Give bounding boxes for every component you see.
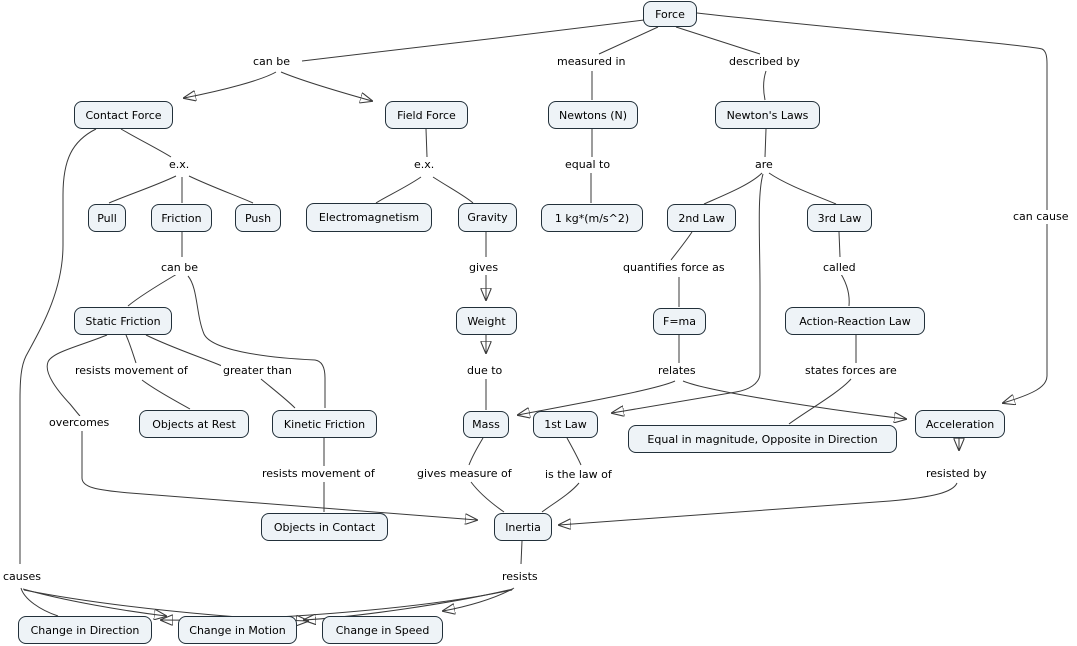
edge-inertia-resists (521, 541, 522, 564)
node-newtons-laws[interactable]: Newton's Laws (715, 101, 820, 129)
edge-isthelaw-inertia (542, 483, 579, 512)
edge-are-3rd-law (769, 173, 836, 204)
edge-2nd-law-quantifies (671, 232, 692, 260)
node-change-in-motion[interactable]: Change in Motion (178, 616, 297, 644)
node-electromagnetism[interactable]: Electromagnetism (306, 203, 432, 232)
label-can-cause[interactable]: can cause (1013, 210, 1069, 223)
node-inertia[interactable]: Inertia (494, 513, 552, 541)
edge-greaterthan-kinetic (261, 379, 295, 408)
label-is-the-law-of[interactable]: is the law of (545, 468, 612, 481)
label-called[interactable]: called (823, 261, 856, 274)
edge-givesmeasure-inertia (471, 482, 504, 512)
node-2nd-law[interactable]: 2nd Law (667, 204, 736, 232)
node-push[interactable]: Push (235, 204, 281, 232)
label-due-to[interactable]: due to (467, 364, 503, 377)
node-mass[interactable]: Mass (463, 411, 509, 438)
edge-ex-gravity (433, 177, 473, 203)
label-measured-in[interactable]: measured in (557, 55, 626, 68)
edge-static-resistsmovement (126, 335, 136, 363)
label-resists-movement-static[interactable]: resists movement of (75, 364, 188, 377)
label-resists[interactable]: resists (502, 570, 538, 583)
edge-canbe-kinetic-friction (188, 276, 325, 408)
node-friction[interactable]: Friction (151, 204, 212, 232)
label-can-be-friction[interactable]: can be (161, 261, 199, 274)
node-acceleration[interactable]: Acceleration (915, 410, 1005, 438)
label-quantifies-force-as[interactable]: quantifies force as (623, 261, 725, 274)
edge-describedby-newtons-laws (764, 71, 766, 100)
edge-canbe-field-force (281, 72, 372, 101)
node-force[interactable]: Force (643, 1, 697, 27)
edge-causes-change-direction (21, 588, 58, 616)
edge-are-2nd-law (704, 173, 762, 204)
node-field-force[interactable]: Field Force (385, 101, 468, 129)
label-relates[interactable]: relates (658, 364, 696, 377)
node-objects-at-rest[interactable]: Objects at Rest (139, 410, 249, 438)
label-ex-contact[interactable]: e.x. (169, 158, 190, 171)
node-static-friction[interactable]: Static Friction (74, 307, 172, 335)
edge-states-equal (789, 379, 851, 424)
label-states-forces-are[interactable]: states forces are (805, 364, 897, 377)
label-resists-movement-kinetic[interactable]: resists movement of (262, 467, 375, 480)
edge-ex-push (189, 176, 253, 203)
node-objects-in-contact[interactable]: Objects in Contact (261, 513, 388, 541)
node-gravity[interactable]: Gravity (458, 203, 517, 232)
edge-contact-force-causes (20, 129, 96, 564)
label-causes[interactable]: causes (3, 570, 41, 583)
edge-force-cancause-acceleration (697, 13, 1047, 403)
label-gives-measure-of[interactable]: gives measure of (417, 467, 512, 480)
edge-ex-pull (109, 176, 176, 203)
edge-canbe-contact-force (184, 72, 276, 98)
edge-field-force-ex (426, 129, 427, 157)
edge-ex-electromagnetism (376, 177, 421, 203)
edge-force-describedby (676, 27, 760, 54)
label-equal-to[interactable]: equal to (565, 158, 611, 171)
edge-1st-law-isthelaw (567, 438, 581, 465)
node-kinetic-friction[interactable]: Kinetic Friction (272, 410, 377, 438)
edge-canbe-static-friction (128, 274, 177, 306)
edge-force-measuredin (599, 27, 658, 54)
edge-newtons-laws-are (765, 129, 766, 157)
node-3rd-law[interactable]: 3rd Law (807, 204, 872, 232)
edge-causes-change-motion (23, 589, 166, 616)
node-pull[interactable]: Pull (88, 204, 126, 232)
edge-called-action-reaction (841, 274, 849, 306)
label-resisted-by[interactable]: resisted by (926, 467, 987, 480)
label-overcomes[interactable]: overcomes (49, 416, 110, 429)
edge-resistsmovement-objects-at-rest (142, 380, 190, 409)
label-described-by[interactable]: described by (729, 55, 800, 68)
node-weight[interactable]: Weight (456, 307, 517, 335)
label-greater-than[interactable]: greater than (223, 364, 292, 377)
edge-3rd-law-called (839, 232, 840, 257)
node-change-in-direction[interactable]: Change in Direction (18, 616, 152, 644)
edge-mass-givesmeasure (469, 438, 483, 465)
node-fma[interactable]: F=ma (653, 308, 706, 335)
node-kg-expression[interactable]: 1 kg*(m/s^2) (541, 204, 643, 232)
node-change-in-speed[interactable]: Change in Speed (322, 616, 443, 644)
node-newtons[interactable]: Newtons (N) (548, 101, 638, 129)
edge-static-greaterthan (146, 335, 222, 366)
node-action-reaction-law[interactable]: Action-Reaction Law (785, 307, 925, 335)
label-ex-field[interactable]: e.x. (414, 158, 435, 171)
node-1st-law[interactable]: 1st Law (533, 411, 598, 438)
edge-relates-mass (518, 381, 675, 415)
edge-relates-acceleration (683, 381, 906, 419)
edge-resistedby-inertia (559, 483, 957, 525)
node-contact-force[interactable]: Contact Force (74, 101, 173, 129)
edge-contact-force-ex (121, 129, 171, 157)
label-are[interactable]: are (755, 158, 773, 171)
label-gives[interactable]: gives (469, 261, 499, 274)
node-equal-in-magnitude[interactable]: Equal in magnitude, Opposite in Direction (628, 425, 897, 453)
label-can-be-force[interactable]: can be (253, 55, 291, 68)
